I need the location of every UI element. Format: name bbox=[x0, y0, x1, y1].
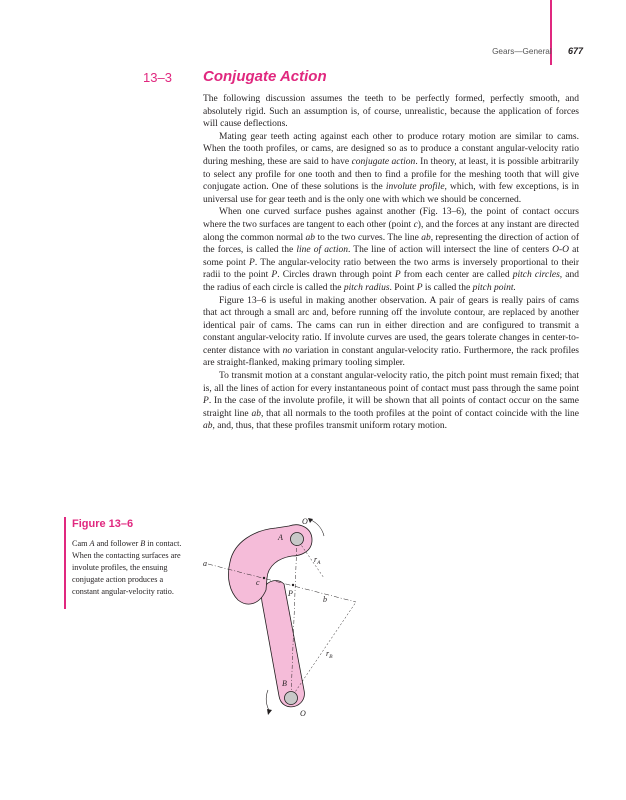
text-run: in contact. When the contacting surfaces are involute profiles, the ensuing conjugate action produces a constant angular-velocity ratio. bbox=[72, 539, 182, 597]
emphasis: involute profile, bbox=[385, 182, 447, 193]
emphasis: B bbox=[140, 539, 146, 548]
paragraph bbox=[203, 131, 579, 207]
text-run: . Point bbox=[389, 282, 417, 293]
text-run: , that all normals to the tooth profiles at the point of contact coincide with the line bbox=[260, 408, 579, 419]
text-run: . The angular-velocity ratio between the two arms is inversely proportional to their radii to the point bbox=[203, 257, 579, 281]
text-run: ), and the forces at any instant are directed along the common normal bbox=[203, 219, 579, 243]
label-ra: $r_A$ bbox=[314, 555, 321, 566]
text-run: Mating gear teeth acting against each other to produce rotary motion are similar to cams. When the tooth profiles, or cams, are designed so as to produce a constant angular-velocity ratio during meshing, these are said to have bbox=[203, 131, 579, 167]
text-run: and the radius of each circle is called the bbox=[203, 270, 580, 293]
paragraph bbox=[203, 93, 579, 131]
label-a: A bbox=[278, 533, 283, 542]
page-number: 677 bbox=[567, 46, 583, 56]
pitch-point bbox=[292, 584, 294, 586]
text-run: . Circles drawn through point bbox=[277, 270, 395, 281]
emphasis: A bbox=[89, 539, 95, 548]
rotation-arrow-b-head bbox=[267, 709, 272, 715]
emphasis: pitch radius bbox=[343, 282, 390, 293]
section-title: Conjugate Action bbox=[203, 68, 327, 85]
text-run: . The line of action will intersect the line of centers bbox=[347, 245, 553, 256]
text-run: The following discussion assumes the teeth to be perfectly formed, perfectly smooth, and absolutely rigid. Such an assumption is, of course, unrealistic, because the application of forces will cause deflections. bbox=[203, 94, 579, 130]
emphasis: ab bbox=[203, 421, 213, 432]
running-title: Gears—General bbox=[492, 47, 552, 56]
label-p: P bbox=[288, 589, 293, 598]
section-number: 13–3 bbox=[143, 70, 172, 85]
running-head bbox=[492, 46, 583, 56]
emphasis: ab bbox=[305, 232, 316, 243]
text-run: is called the bbox=[422, 282, 473, 293]
emphasis: pitch point. bbox=[472, 282, 516, 293]
text-run: which, with few exceptions, is in universal use for gear teeth and is the only one with which we should be concerned. bbox=[203, 182, 579, 205]
text-run: . In the case of the involute profile, it will be shown that all points of contact occur on the same straight line bbox=[203, 396, 579, 419]
cam-follower-diagram bbox=[196, 512, 386, 717]
text-run: When one curved surface pushes against another (Fig. 13–6), the point of contact occurs where the two surfaces are tangent to each other (point bbox=[203, 207, 579, 230]
emphasis: conjugate action bbox=[351, 156, 416, 167]
text-run: To transmit motion at a constant angular-velocity ratio, the pitch point must remain fixed; that is, all the lines of action for every instantaneous point of contact must pass through the same point bbox=[203, 371, 579, 394]
emphasis: P bbox=[203, 396, 209, 407]
text-run: from each center are called bbox=[400, 270, 513, 281]
text-run: and follower bbox=[94, 539, 141, 548]
emphasis: c bbox=[413, 219, 418, 230]
label-a-lower: a bbox=[203, 559, 207, 568]
hub-b bbox=[285, 692, 298, 705]
text-run: Figure 13–6 is useful in making another observation. A pair of gears is really pairs of cams that act through a small arc and, before running off the involute contour, are replaced by another identical pair of cams. The cams can run in either direction and are configured to transmit a constant angular-velocity ratio. If involute curves are used, the gears tolerate changes in center-to-center distance with bbox=[203, 295, 579, 356]
text-run: , representing the direction of action of the forces, is called the bbox=[203, 232, 579, 256]
rotation-arrow-a bbox=[311, 520, 324, 536]
label-o-top: O bbox=[302, 517, 308, 526]
emphasis: line of action bbox=[296, 245, 348, 256]
text-run: at some point bbox=[203, 245, 579, 268]
figure-accent-bar bbox=[64, 517, 66, 609]
label-c: c bbox=[256, 578, 260, 587]
text-run: variation in constant angular-velocity ratio. Furthermore, the rack profiles are straight-flanked, making primary tooling simpler. bbox=[203, 345, 579, 369]
paragraph bbox=[203, 295, 579, 371]
emphasis: ab bbox=[251, 408, 261, 419]
paragraph bbox=[203, 206, 579, 294]
label-o-bottom: O bbox=[300, 709, 306, 717]
text-run: Cam bbox=[72, 539, 90, 548]
text-run: . In theory, at least, it is possible arbitrarily to select any profile for one tooth and then to find a profile for the meshing tooth that will give conjugate action. One of these solutions is the bbox=[203, 156, 579, 193]
label-rb: $r_B$ bbox=[326, 649, 333, 660]
emphasis: P bbox=[249, 257, 255, 268]
pitch-radius-b bbox=[291, 602, 356, 698]
emphasis: ab bbox=[421, 232, 431, 243]
body-text bbox=[203, 93, 579, 433]
emphasis: P bbox=[394, 270, 401, 281]
label-b: B bbox=[282, 679, 287, 688]
emphasis: P bbox=[271, 270, 278, 281]
emphasis: no bbox=[282, 345, 293, 356]
figure-caption bbox=[72, 538, 184, 598]
text-run: , and, thus, that these profiles transmit uniform rotary motion. bbox=[212, 421, 448, 432]
emphasis: P bbox=[416, 282, 423, 293]
paragraph bbox=[203, 370, 579, 433]
emphasis: pitch circles, bbox=[512, 270, 563, 281]
rotation-arrow-b bbox=[266, 690, 270, 712]
contact-point bbox=[263, 577, 265, 579]
emphasis: O-O bbox=[552, 245, 570, 256]
hub-a bbox=[291, 533, 304, 546]
text-run: to the two curves. The line bbox=[315, 232, 422, 243]
figure-label: Figure 13–6 bbox=[72, 518, 134, 530]
label-b-lower: b bbox=[323, 595, 327, 604]
